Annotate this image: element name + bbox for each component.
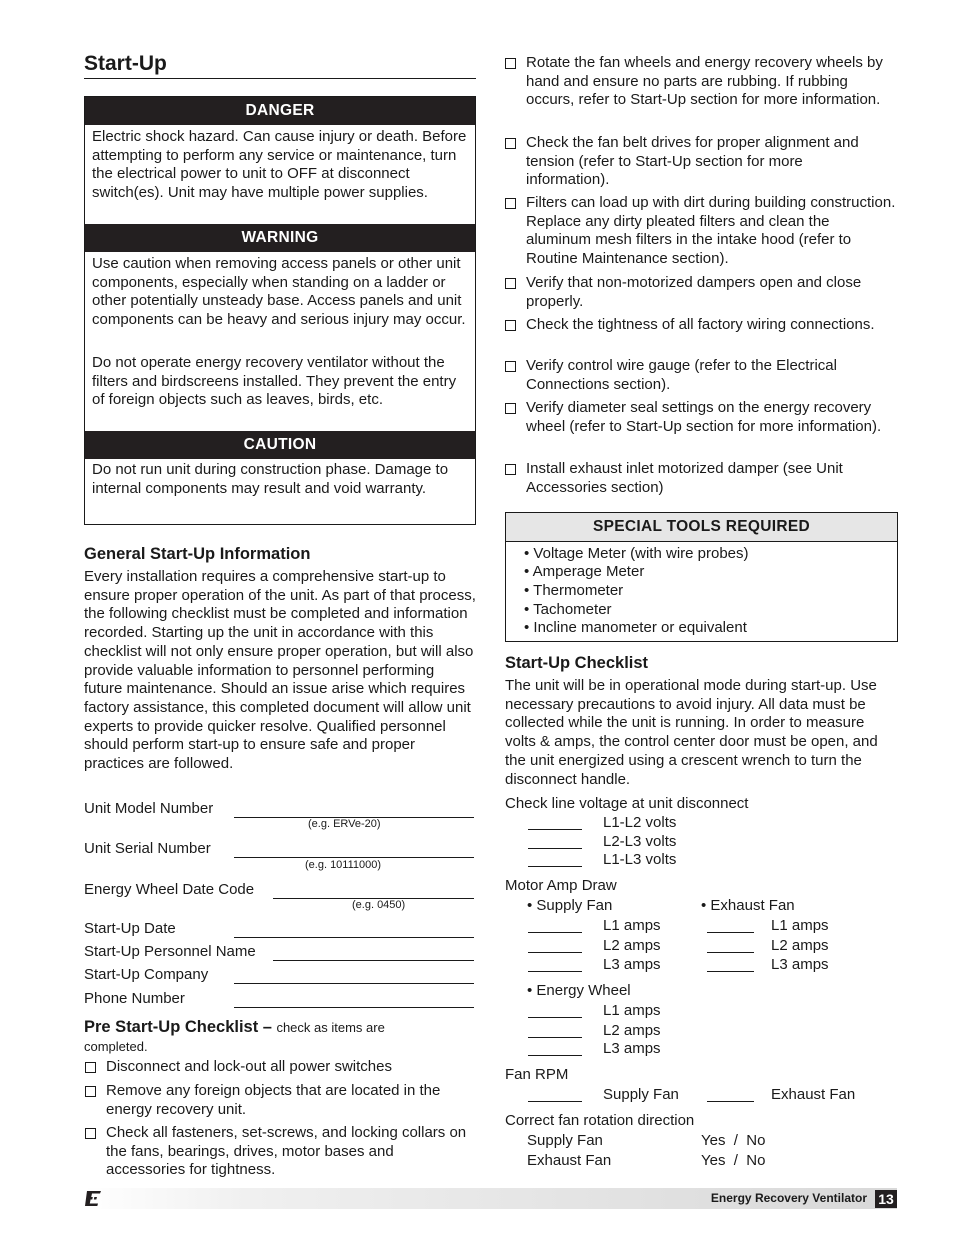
phone-line[interactable] xyxy=(234,1007,474,1008)
tool-item: • Tachometer xyxy=(524,601,612,618)
unit-serial-line[interactable] xyxy=(234,857,474,858)
startup-date-label: Start-Up Date xyxy=(84,920,176,937)
wheel-date-label: Energy Wheel Date Code xyxy=(84,881,255,898)
volt-blank-1[interactable] xyxy=(528,829,582,830)
special-tools-box xyxy=(505,512,898,642)
checklist-item-text: Check the tightness of all factory wiring connections. xyxy=(526,316,875,333)
tool-item-text: Amperage Meter xyxy=(532,563,645,580)
special-tools-header: SPECIAL TOOLS REQUIRED xyxy=(506,513,897,542)
page-footer xyxy=(84,1188,897,1209)
brand-logo-icon xyxy=(84,1190,102,1207)
exhaust-amp-label-1: L1 amps xyxy=(771,917,829,934)
checklist-item-text: Remove any foreign objects that are located in the energy recovery unit. xyxy=(106,1082,441,1118)
startup-date-line[interactable] xyxy=(234,937,474,938)
checklist-item-text: Install exhaust inlet motorized damper (see Unit Accessories section) xyxy=(526,460,843,496)
unit-model-field[interactable] xyxy=(84,800,476,820)
pre-checklist-heading-row xyxy=(84,1018,385,1037)
rotation-exhaust-yes-no[interactable]: Yes / No xyxy=(701,1152,766,1169)
supply-amp-label-3: L3 amps xyxy=(603,956,661,973)
exhaust-amp-blank-2[interactable] xyxy=(707,952,754,953)
energy-wheel-label: • Energy Wheel xyxy=(527,982,631,999)
tool-item-text: Incline manometer or equivalent xyxy=(533,619,747,636)
title-rule xyxy=(84,78,476,79)
pre-checklist-subheading: check as items are xyxy=(276,1020,385,1035)
startup-date-field[interactable] xyxy=(84,920,476,940)
volt-label-2: L2-L3 volts xyxy=(603,833,677,850)
checklist-item-text: Check all fasteners, set-screws, and locking collars on the fans, bearings, drives, motor bases and accessories for tightness. xyxy=(106,1124,467,1179)
unit-serial-example: (e.g. 10111000) xyxy=(305,859,382,871)
volt-blank-2[interactable] xyxy=(528,848,582,849)
checkbox-icon[interactable] xyxy=(505,138,516,149)
unit-serial-field[interactable] xyxy=(84,840,476,860)
personnel-label: Start-Up Personnel Name xyxy=(84,943,256,960)
danger-text: Electric shock hazard. Can cause injury or death. Before attempting to perform any service or maintenance, turn the electrical power to unit to OFF at disconnect switch(es). Unit may have multiple power supplies. xyxy=(92,128,467,202)
line-voltage-label: Check line voltage at unit disconnect xyxy=(505,795,749,812)
checkbox-icon[interactable] xyxy=(85,1128,96,1139)
exhaust-fan-label: • Exhaust Fan xyxy=(701,897,795,914)
tool-item: • Voltage Meter (with wire probes) xyxy=(524,545,749,562)
rpm-supply-label: Supply Fan xyxy=(603,1086,679,1103)
personnel-field[interactable] xyxy=(84,943,476,963)
motor-amp-label: Motor Amp Draw xyxy=(505,877,617,894)
general-text: Every installation requires a comprehensive start-up to ensure proper operation of the unit. As part of that process, the following checklist must be completed and information recorded. Starting up the unit in accordance with this checklist will not only ensure proper operation, but will also provide valuable information to personnel performing future maintenance. Should an issue arise which requires factory assistance, this completed document will allow unit experts to provide quicker resolve. Qualified personnel should perform start-up to ensure safe and proper practices are followed. xyxy=(84,568,476,773)
page-number: 13 xyxy=(875,1190,897,1208)
footer-title: Energy Recovery Ventilator xyxy=(710,1191,867,1205)
phone-field[interactable] xyxy=(84,990,476,1010)
exhaust-amp-label-2: L2 amps xyxy=(771,937,829,954)
tool-item-text: Tachometer xyxy=(533,601,612,618)
unit-model-example: (e.g. ERVe-20) xyxy=(308,818,381,830)
danger-header: DANGER xyxy=(85,97,475,125)
checklist-item-text: Filters can load up with dirt during building construction. Replace any dirty pleated filters and clean the aluminum mesh filters in the intake hood (refer to Routine Maintenance section). xyxy=(526,194,896,268)
unit-model-label: Unit Model Number xyxy=(84,800,214,817)
caution-header: CAUTION xyxy=(85,431,475,459)
startup-checklist-heading: Start-Up Checklist xyxy=(505,654,649,672)
supply-amp-blank-3[interactable] xyxy=(528,971,582,972)
supply-amp-label-2: L2 amps xyxy=(603,937,661,954)
checkbox-icon[interactable] xyxy=(505,58,516,69)
rpm-exhaust-blank[interactable] xyxy=(707,1101,754,1102)
wheel-amp-blank-1[interactable] xyxy=(528,1017,582,1018)
company-line[interactable] xyxy=(234,983,474,984)
fan-rpm-label: Fan RPM xyxy=(505,1066,569,1083)
checklist-item-text: Verify control wire gauge (refer to the Electrical Connections section). xyxy=(526,357,837,393)
checkbox-icon[interactable] xyxy=(85,1062,96,1073)
volt-label-1: L1-L2 volts xyxy=(603,814,677,831)
company-field[interactable] xyxy=(84,966,476,986)
checklist-item-text: Verify that non-motorized dampers open and close properly. xyxy=(526,274,862,310)
checklist-item-text: Rotate the fan wheels and energy recovery wheels by hand and ensure no parts are rubbing. If rubbing occurs, refer to Start-Up section for more information. xyxy=(526,54,883,109)
warning-text-1: Use caution when removing access panels or other unit components, especially when standing on a ladder or other potentially unsteady base. Access panels and unit components can be heavy and serious injury may occur. xyxy=(92,255,466,329)
checkbox-icon[interactable] xyxy=(505,403,516,414)
wheel-amp-blank-3[interactable] xyxy=(528,1055,582,1056)
wheel-amp-blank-2[interactable] xyxy=(528,1037,582,1038)
volt-label-3: L1-L3 volts xyxy=(603,851,677,868)
pre-checklist-subheading-2: completed. xyxy=(84,1039,148,1054)
wheel-amp-label-1: L1 amps xyxy=(603,1002,661,1019)
phone-label: Phone Number xyxy=(84,990,185,1007)
rotation-label: Correct fan rotation direction xyxy=(505,1112,695,1129)
checkbox-icon[interactable] xyxy=(505,198,516,209)
checklist-item-text: Verify diameter seal settings on the energy recovery wheel (refer to Start-Up section for more information). xyxy=(526,399,882,435)
checklist-item-text: Disconnect and lock-out all power switches xyxy=(106,1058,392,1075)
rpm-exhaust-label: Exhaust Fan xyxy=(771,1086,856,1103)
wheel-date-example: (e.g. 0450) xyxy=(352,899,406,911)
rotation-exhaust-label: Exhaust Fan xyxy=(527,1152,612,1169)
pre-checklist-heading: Pre Start-Up Checklist – xyxy=(84,1018,272,1036)
checkbox-icon[interactable] xyxy=(505,361,516,372)
rotation-supply-yes-no[interactable]: Yes / No xyxy=(701,1132,766,1149)
personnel-line[interactable] xyxy=(273,960,474,961)
tool-item: • Thermometer xyxy=(524,582,624,599)
checklist-item-text: Check the fan belt drives for proper alignment and tension (refer to Start-Up section for more information). xyxy=(526,134,859,189)
rpm-supply-blank[interactable] xyxy=(528,1101,582,1102)
tool-item: • Amperage Meter xyxy=(524,563,645,580)
tool-item: • Incline manometer or equivalent xyxy=(524,619,747,636)
supply-fan-label: • Supply Fan xyxy=(527,897,613,914)
warning-header: WARNING xyxy=(85,224,475,252)
startup-checklist-text: The unit will be in operational mode during start-up. Use necessary precautions to avoid injury. All data must be collected while the unit is running. In order to measure volts & amps, the control center door must be open, and the unit energized using a crescent wrench to turn the disconnect handle. xyxy=(505,677,878,788)
checkbox-icon[interactable] xyxy=(505,278,516,289)
wheel-amp-label-3: L3 amps xyxy=(603,1040,661,1057)
checkbox-icon[interactable] xyxy=(505,320,516,331)
general-heading: General Start-Up Information xyxy=(84,545,311,563)
exhaust-amp-label-3: L3 amps xyxy=(771,956,829,973)
wheel-date-field[interactable] xyxy=(84,881,476,901)
safety-notice-box xyxy=(84,96,476,525)
tool-item-text: Thermometer xyxy=(533,582,624,599)
rotation-supply-label: Supply Fan xyxy=(527,1132,603,1149)
company-label: Start-Up Company xyxy=(84,966,209,983)
warning-text-2: Do not operate energy recovery ventilator without the filters and birdscreens installed. They prevent the entry of foreign objects such as leaves, birds, etc. xyxy=(92,354,457,409)
volt-blank-3[interactable] xyxy=(528,866,582,867)
exhaust-amp-blank-1[interactable] xyxy=(707,932,754,933)
caution-text: Do not run unit during construction phase. Damage to internal components may result and void warranty. xyxy=(92,461,449,497)
exhaust-amp-blank-3[interactable] xyxy=(707,971,754,972)
page-title: Start-Up xyxy=(84,52,167,75)
checkbox-icon[interactable] xyxy=(85,1086,96,1097)
wheel-amp-label-2: L2 amps xyxy=(603,1022,661,1039)
supply-amp-blank-1[interactable] xyxy=(528,932,582,933)
unit-serial-label: Unit Serial Number xyxy=(84,840,211,857)
supply-amp-label-1: L1 amps xyxy=(603,917,661,934)
tool-item-text: Voltage Meter (with wire probes) xyxy=(533,545,749,562)
supply-amp-blank-2[interactable] xyxy=(528,952,582,953)
checkbox-icon[interactable] xyxy=(505,464,516,475)
